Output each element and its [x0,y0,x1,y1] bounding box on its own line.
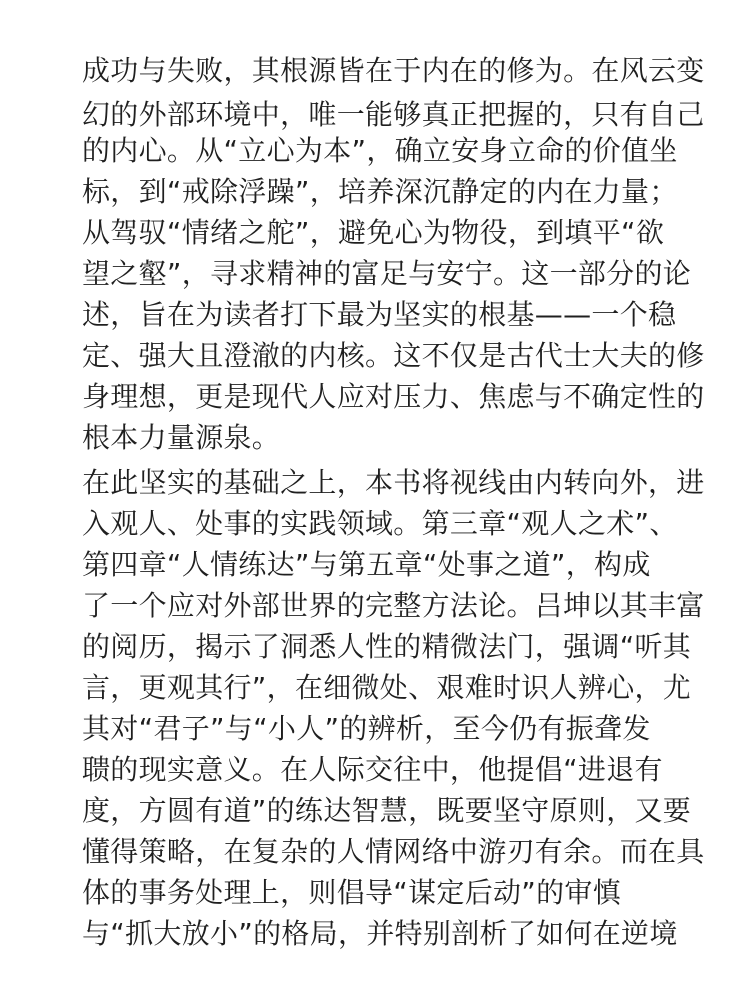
text-line: 其对“君子”与“小人”的辨析，至今仍有振聋发 [82,712,651,745]
text-line: 幻的外部环境中，唯一能够真正把握的，只有自己 [82,98,705,131]
text-line: 成功与失败，其根源皆在于内在的修为。在风云变 [82,54,705,87]
text-line: 了一个应对外部世界的完整方法论。吕坤以其丰富 [82,589,705,622]
text-line: 聩的现实意义。在人际交往中，他提倡“进退有 [82,753,663,786]
text-line: 根本力量源泉。 [82,421,281,454]
text-line: 的内心。从“立心为本”，确立安身立命的价值坐 [82,134,678,167]
text-line: 体的事务处理上，则倡导“谋定后动”的审慎 [82,876,622,909]
text-line: 标，到“戒除浮躁”，培养深沉静定的内在力量； [82,175,678,208]
text-line: 与“抓大放小”的格局，并特别剖析了如何在逆境 [82,917,678,950]
text-line: 言，更观其行”，在细微处、艰难时识人辨心，尤 [82,671,692,704]
text-line: 身理想，更是现代人应对压力、焦虑与不确定性的 [82,380,705,413]
text-line: 第四章“人情练达”与第五章“处事之道”，构成 [82,548,651,581]
text-line: 在此坚实的基础之上，本书将视线由内转向外，进 [82,466,705,499]
text-line: 的阅历，揭示了洞悉人性的精微法门，强调“听其 [82,630,692,663]
text-line: 度，方圆有道”的练达智慧，既要坚守原则，又要 [82,794,692,827]
text-line: 从驾驭“情绪之舵”，避免心为物役，到填平“欲 [82,216,665,249]
text-line: 懂得策略，在复杂的人情网络中游刃有余。而在具 [82,835,705,868]
text-line: 定、强大且澄澈的内核。这不仅是古代士大夫的修 [82,339,705,372]
text-line: 述，旨在为读者打下最为坚实的根基——一个稳 [82,298,677,331]
text-line: 入观人、处事的实践领域。第三章“观人之术”、 [82,507,678,540]
text-line: 望之壑”，寻求精神的富足与安宁。这一部分的论 [82,257,692,290]
